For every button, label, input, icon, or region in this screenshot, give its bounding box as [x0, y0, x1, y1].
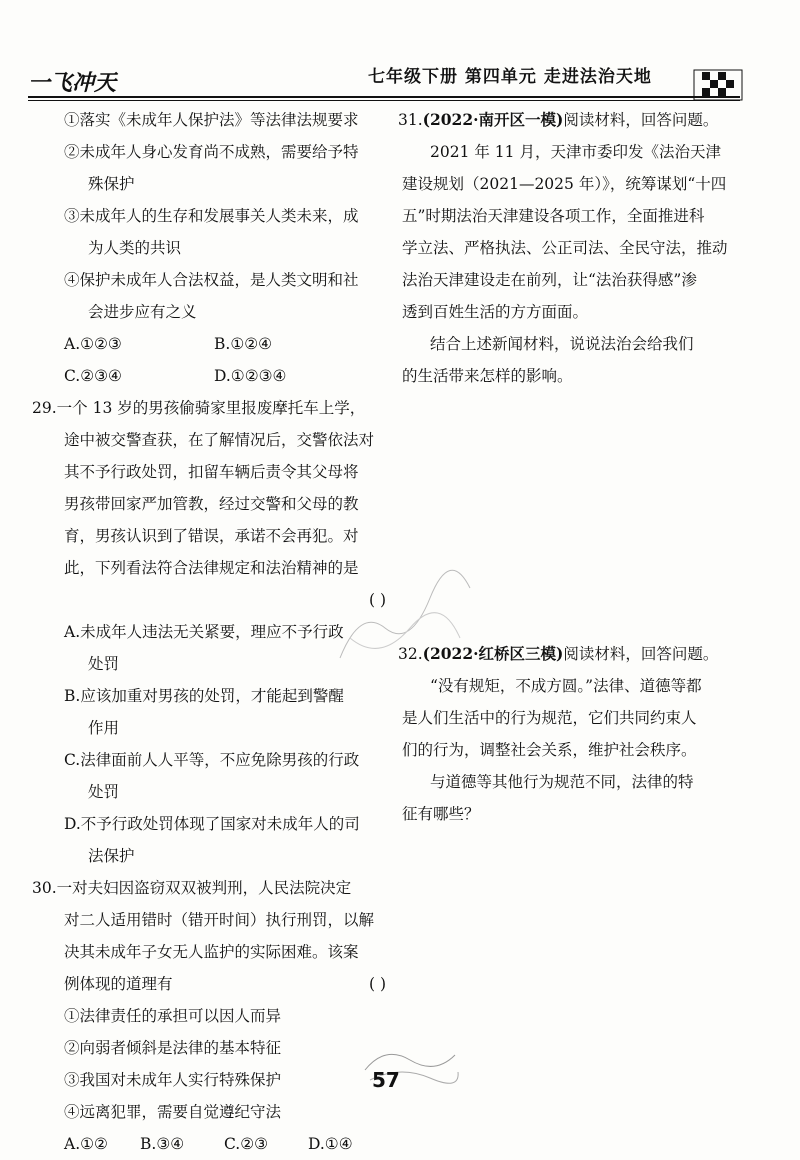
q31-prompt: 阅读材料，回答问题。: [563, 111, 719, 129]
faint-scribble-mark: [330, 568, 480, 678]
q31-number: 31.: [398, 111, 423, 129]
q31-material: 五”时期法治天津建设各项工作，全面推进科: [402, 207, 705, 225]
q31-heading: [398, 104, 758, 136]
q30-option-c: C.②③: [224, 1135, 269, 1153]
q29-option-b-cont: 作用: [88, 719, 120, 737]
q30-stem-line: 决其未成年子女无人监护的实际困难。该案: [64, 943, 359, 961]
q31-material: 建设规划（2021—2025 年）》，统筹谋划“十四: [402, 175, 727, 193]
q28-item: ②未成年人身心发育尚不成熟，需要给予特: [64, 143, 359, 161]
q28-item: 会进步应有之义: [88, 303, 197, 321]
q32-material: “没有规矩，不成方圆。”法律、道德等都: [430, 677, 702, 695]
q30-item: ④远离犯罪，需要自觉遵纪守法: [64, 1103, 282, 1121]
header-rule-thin: [28, 100, 740, 101]
q30-item: ②向弱者倾斜是法律的基本特征: [64, 1039, 282, 1057]
unit-title: 七年级下册 第四单元 走进法治天地: [368, 67, 652, 87]
q30-option-a: A.①②: [64, 1135, 108, 1153]
q29-option-c-cont: 处罚: [88, 783, 120, 801]
q31-material: 2021 年 11 月，天津市委印发《法治天津: [430, 143, 721, 161]
q28-item: ③未成年人的生存和发展事关人类未来，成: [64, 207, 359, 225]
q28-options-row: [60, 328, 390, 360]
q32-source: (2022·红桥区三模): [422, 644, 564, 663]
q31-source: (2022·南开区一模): [422, 110, 564, 129]
page-number: 57: [372, 1068, 400, 1092]
q30-option-b: B.③④: [140, 1135, 185, 1153]
q28-option-d: D.①②③④: [214, 367, 287, 385]
q31-question: 的生活带来怎样的影响。: [402, 367, 573, 385]
q30-option-d: D.①④: [308, 1135, 353, 1153]
right-column: [398, 104, 758, 830]
q30-item: ①法律责任的承担可以因人而异: [64, 1007, 282, 1025]
q28-item: ①落实《未成年人保护法》等法律法规要求: [64, 111, 359, 129]
q29-stem-line: 途中被交警查获，在了解情况后，交警依法对: [64, 431, 375, 449]
q30-options-row: [60, 1128, 390, 1160]
q28-item: 殊保护: [88, 175, 135, 193]
q31-material: 法治天津建设走在前列，让“法治获得感”渗: [402, 271, 697, 289]
q30-stem-line: 30.一对夫妇因盗窃双双被判刑，人民法院决定: [32, 879, 352, 897]
header-rule-thick: [28, 96, 740, 98]
q32-material: 是人们生活中的行为规范，它们共同约束人: [402, 709, 697, 727]
q31-material: 学立法、严格执法、公正司法、全民守法，推动: [402, 239, 728, 257]
q28-option-b: B.①②④: [214, 335, 273, 353]
q29-option-a: A.未成年人违法无关紧要，理应不予行政: [64, 623, 344, 641]
q32-question: 征有哪些？: [402, 805, 480, 823]
q30-stem-last-row: [60, 968, 390, 1000]
series-logo: 一飞冲天: [28, 71, 117, 96]
q32-question: 与道德等其他行为规范不同，法律的特: [430, 773, 694, 791]
q29-stem-line: 29.一个 13 岁的男孩偷骑家里报废摩托车上学，: [32, 399, 366, 417]
page-header: [0, 0, 800, 100]
q32-prompt: 阅读材料，回答问题。: [563, 645, 719, 663]
q30-stem-line: 对二人适用错时（错开时间）执行刑罚，以解: [64, 911, 375, 929]
q29-stem-line: 育，男孩认识到了错误，承诺不会再犯。对: [64, 527, 359, 545]
q29-option-d-cont: 法保护: [88, 847, 135, 865]
q30-stem-line: 例体现的道理有: [64, 975, 173, 993]
q29-stem-line: 其不予行政处罚，扣留车辆后责令其父母将: [64, 463, 359, 481]
q28-item: ④保护未成年人合法权益，是人类文明和社: [64, 271, 359, 289]
q30-item: ③我国对未成年人实行特殊保护: [64, 1071, 282, 1089]
q31-material: 透到百姓生活的方方面面。: [402, 303, 589, 321]
q29-option-b: B.应该加重对男孩的处罚，才能起到警醒: [64, 687, 344, 705]
q29-stem-line: 男孩带回家严加管教，经过交警和父母的教: [64, 495, 359, 513]
q32-number: 32.: [398, 645, 423, 663]
q28-item: 为人类的共识: [88, 239, 182, 257]
q29-option-a-cont: 处罚: [88, 655, 120, 673]
q29-answer-paren: ( ): [368, 591, 386, 609]
q28-option-c: C.②③④: [64, 367, 122, 385]
q29-stem-line: 此，下列看法符合法律规定和法治精神的是: [64, 559, 359, 577]
q29-option-c: C.法律面前人人平等，不应免除男孩的行政: [64, 751, 360, 769]
q30-answer-paren: ( ): [368, 975, 386, 993]
q29-option-d: D.不予行政处罚体现了国家对未成年人的司: [64, 815, 360, 833]
q32-material: 们的行为，调整社会关系，维护社会秩序。: [402, 741, 697, 759]
q28-options-row: [60, 360, 390, 392]
q28-option-a: A.①②③: [64, 335, 122, 353]
q31-question: 结合上述新闻材料，说说法治会给我们: [430, 335, 694, 353]
